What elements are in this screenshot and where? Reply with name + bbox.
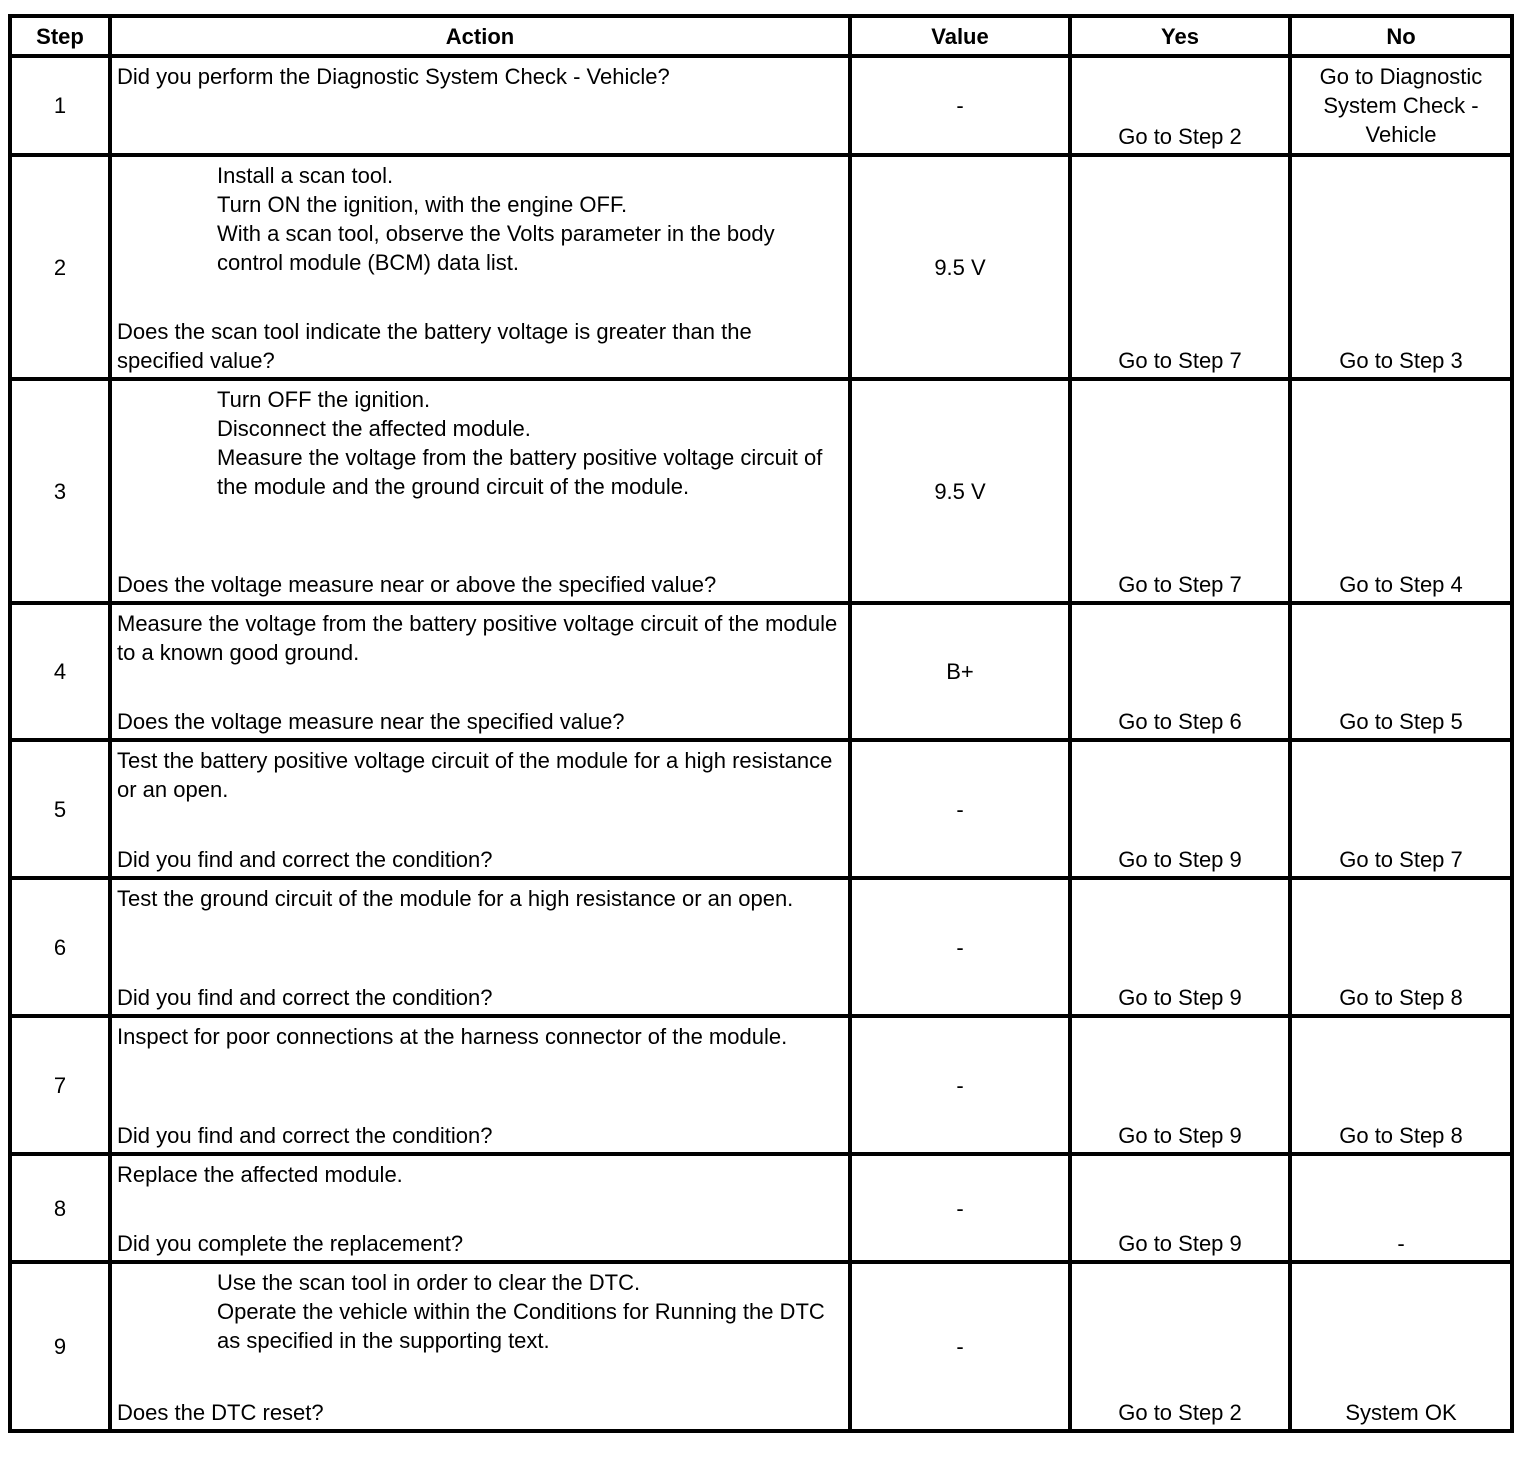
action-content <box>117 385 844 599</box>
step-number: 7 <box>10 1016 110 1154</box>
table-row <box>10 155 1512 379</box>
action-cell <box>110 155 850 379</box>
header-action: Action <box>110 16 850 56</box>
header-value: Value <box>850 16 1070 56</box>
header-step: Step <box>10 16 110 56</box>
action-content <box>117 1160 844 1258</box>
table-row <box>10 379 1512 603</box>
action-question: Does the DTC reset? <box>117 1400 324 1425</box>
value-cell: - <box>850 878 1070 1016</box>
value-cell: B+ <box>850 603 1070 740</box>
action-cell <box>110 603 850 740</box>
step-number: 4 <box>10 603 110 740</box>
action-top <box>117 1022 844 1051</box>
action-text: Did you perform the Diagnostic System Check - Vehicle? <box>117 64 670 89</box>
yes-cell: Go to Step 2 <box>1070 1262 1290 1431</box>
step-number: 5 <box>10 740 110 878</box>
no-cell: Go to Step 7 <box>1290 740 1512 878</box>
action-step: Turn OFF the ignition. <box>217 387 431 412</box>
action-content <box>117 161 844 375</box>
action-step: Use the scan tool in order to clear the DTC. <box>217 1270 641 1295</box>
table-row <box>10 740 1512 878</box>
table-row <box>10 1154 1512 1262</box>
value-cell: 9.5 V <box>850 155 1070 379</box>
value-cell: - <box>850 1262 1070 1431</box>
table-row <box>10 56 1512 155</box>
value-cell: - <box>850 740 1070 878</box>
action-top <box>117 1160 844 1189</box>
yes-cell: Go to Step 9 <box>1070 1154 1290 1262</box>
action-content <box>117 1268 844 1427</box>
no-cell: Go to Step 4 <box>1290 379 1512 603</box>
step-number: 2 <box>10 155 110 379</box>
no-cell: Go to Step 8 <box>1290 878 1512 1016</box>
action-cell <box>110 1262 850 1431</box>
action-content <box>117 609 844 736</box>
action-step: Turn ON the ignition, with the engine OFF. <box>217 192 628 217</box>
step-number: 1 <box>10 56 110 155</box>
action-content <box>117 746 844 874</box>
diagnostic-table <box>8 14 1514 1433</box>
action-top <box>117 385 844 501</box>
action-step: Install a scan tool. <box>217 163 394 188</box>
action-question: Did you find and correct the condition? <box>117 985 493 1010</box>
yes-cell: Go to Step 9 <box>1070 740 1290 878</box>
action-question: Did you complete the replacement? <box>117 1231 464 1256</box>
action-cell <box>110 1016 850 1154</box>
no-cell: - <box>1290 1154 1512 1262</box>
no-cell: Go to Diagnostic System Check - Vehicle <box>1290 56 1512 155</box>
yes-cell: Go to Step 7 <box>1070 379 1290 603</box>
action-cell <box>110 379 850 603</box>
action-content <box>117 62 844 151</box>
action-cell <box>110 878 850 1016</box>
action-question: Does the scan tool indicate the battery voltage is greater than the specified value? <box>117 319 752 373</box>
action-text: Test the ground circuit of the module for a high resistance or an open. <box>117 886 794 911</box>
yes-cell: Go to Step 9 <box>1070 878 1290 1016</box>
action-cell <box>110 740 850 878</box>
table-row <box>10 1262 1512 1431</box>
no-cell: Go to Step 5 <box>1290 603 1512 740</box>
table-row <box>10 878 1512 1016</box>
action-steps <box>117 385 844 501</box>
step-number: 6 <box>10 878 110 1016</box>
action-top <box>117 746 844 804</box>
step-number: 8 <box>10 1154 110 1262</box>
no-cell: Go to Step 8 <box>1290 1016 1512 1154</box>
action-steps <box>117 161 844 277</box>
header-yes: Yes <box>1070 16 1290 56</box>
action-content <box>117 1022 844 1150</box>
action-step: Measure the voltage from the battery positive voltage circuit of the module and the ground circuit of the module. <box>217 445 823 499</box>
value-cell: - <box>850 1016 1070 1154</box>
value-cell: - <box>850 56 1070 155</box>
action-cell <box>110 1154 850 1262</box>
action-question: Does the voltage measure near the specified value? <box>117 709 625 734</box>
action-question: Did you find and correct the condition? <box>117 1123 493 1148</box>
no-cell: System OK <box>1290 1262 1512 1431</box>
yes-cell: Go to Step 2 <box>1070 56 1290 155</box>
action-content <box>117 884 844 1012</box>
no-cell: Go to Step 3 <box>1290 155 1512 379</box>
action-top <box>117 884 844 913</box>
action-text: Replace the affected module. <box>117 1162 403 1187</box>
yes-cell: Go to Step 6 <box>1070 603 1290 740</box>
action-steps <box>117 1268 844 1355</box>
action-top <box>117 62 844 91</box>
action-step: Disconnect the affected module. <box>217 416 531 441</box>
action-text: Inspect for poor connections at the harness connector of the module. <box>117 1024 788 1049</box>
action-step: Operate the vehicle within the Conditions for Running the DTC as specified in the supporting text. <box>217 1299 825 1353</box>
action-text: Measure the voltage from the battery positive voltage circuit of the module to a known good ground. <box>117 611 838 665</box>
table-header-row <box>10 16 1512 56</box>
action-text: Test the battery positive voltage circuit of the module for a high resistance or an open. <box>117 748 833 802</box>
step-number: 3 <box>10 379 110 603</box>
header-no: No <box>1290 16 1512 56</box>
action-question: Did you find and correct the condition? <box>117 847 493 872</box>
value-cell: - <box>850 1154 1070 1262</box>
action-cell <box>110 56 850 155</box>
yes-cell: Go to Step 9 <box>1070 1016 1290 1154</box>
action-question: Does the voltage measure near or above the specified value? <box>117 572 717 597</box>
action-top <box>117 161 844 277</box>
yes-cell: Go to Step 7 <box>1070 155 1290 379</box>
table-row <box>10 603 1512 740</box>
action-top <box>117 1268 844 1355</box>
step-number: 9 <box>10 1262 110 1431</box>
action-step: With a scan tool, observe the Volts parameter in the body control module (BCM) data list. <box>217 221 775 275</box>
action-top <box>117 609 844 667</box>
table-row <box>10 1016 1512 1154</box>
value-cell: 9.5 V <box>850 379 1070 603</box>
